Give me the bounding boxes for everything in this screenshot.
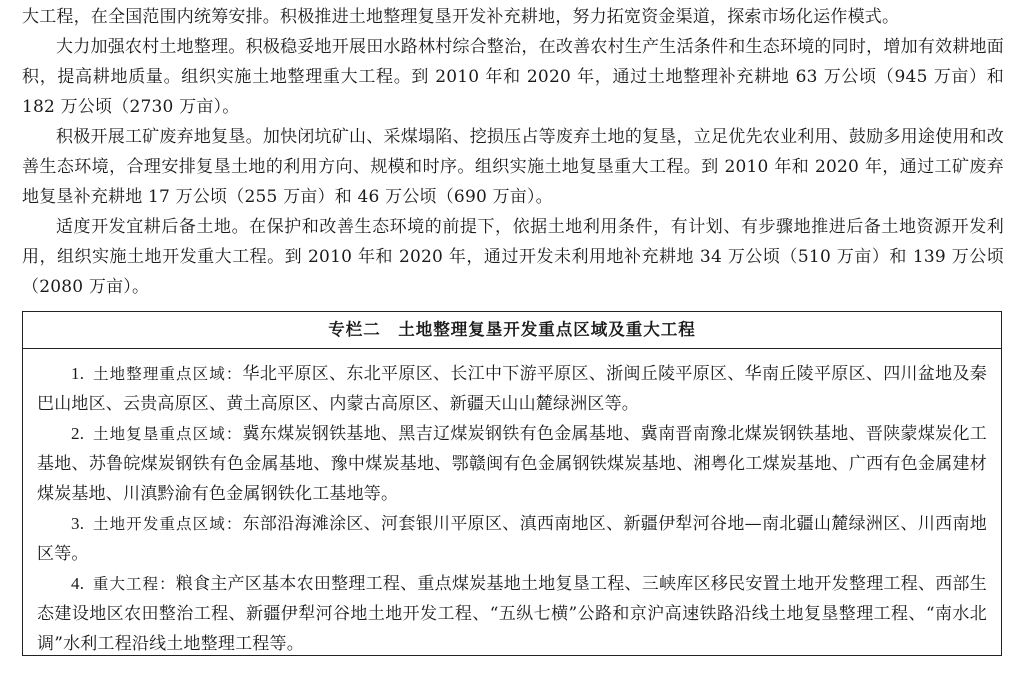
item-text: 东部沿海滩涂区、河套银川平原区、滇西南地区、新疆伊犁河谷地—南北疆山麓绿洲区、川西南地区等。 — [37, 514, 987, 564]
item-number: 1. — [71, 364, 85, 383]
box-item — [37, 509, 987, 569]
paragraph-land-consolidation: 大力加强农村土地整理。积极稳妥地开展田水路林村综合整治，在改善农村生产生活条件和生态环境的同时，增加有效耕地面积，提高耕地质量。组织实施土地整理重大工程。到 2010 年和 2020 年，通过土地整理补充耕地 63 万公顷（945 万亩）和 182 万公顷（2730 万亩）。 — [22, 37, 1004, 117]
item-number: 2. — [71, 424, 85, 443]
item-text: 粮食主产区基本农田整理工程、重点煤炭基地土地复垦工程、三峡库区移民安置土地开发整理工程、西部生态建设地区农田整治工程、新疆伊犁河谷地土地开发工程、“五纵七横”公路和京沪高速铁路沿线土地复垦整理工程、“南水北调”水利工程沿线土地整理工程等。 — [37, 574, 987, 654]
item-lead: 土地整理重点区域： — [92, 365, 243, 383]
item-lead: 土地复垦重点区域： — [92, 425, 243, 443]
sidebar-box — [22, 311, 1002, 656]
paragraph-mining-reclamation: 积极开展工矿废弃地复垦。加快闭坑矿山、采煤塌陷、挖损压占等废弃土地的复垦，立足优先农业利用、鼓励多用途使用和改善生态环境，合理安排复垦土地的利用方向、规模和时序。组织实施土地复垦重大工程。到 2010 年和 2020 年，通过工矿废弃地复垦补充耕地 17 万公顷（255 万亩）和 46 万公顷（690 万亩）。 — [22, 127, 1004, 207]
box-item — [37, 419, 987, 509]
item-text: 华北平原区、东北平原区、长江中下游平原区、浙闽丘陵平原区、华南丘陵平原区、四川盆地及秦巴山地区、云贵高原区、黄土高原区、内蒙古高原区、新疆天山山麓绿洲区等。 — [37, 364, 987, 414]
paragraph-continuation: 大工程，在全国范围内统筹安排。积极推进土地整理复垦开发补充耕地，努力拓宽资金渠道，探索市场化运作模式。 — [22, 7, 900, 27]
box-item — [37, 359, 987, 419]
item-text: 冀东煤炭钢铁基地、黑吉辽煤炭钢铁有色金属基地、冀南晋南豫北煤炭钢铁基地、晋陕蒙煤炭化工基地、苏鲁皖煤炭钢铁有色金属基地、豫中煤炭基地、鄂赣闽有色金属钢铁煤炭基地、湘粤化工煤炭基地、广西有色金属建材煤炭基地、川滇黔渝有色金属钢铁化工基地等。 — [37, 424, 987, 504]
paragraph-reserve-development: 适度开发宜耕后备土地。在保护和改善生态环境的前提下，依据土地利用条件，有计划、有步骤地推进后备土地资源开发利用，组织实施土地开发重大工程。到 2010 年和 2020 年，通过开发未利用地补充耕地 34 万公顷（510 万亩）和 139 万公顷（2080 万亩）。 — [22, 217, 1004, 297]
item-lead: 重大工程： — [92, 575, 176, 593]
box-item — [37, 569, 987, 659]
box-body — [23, 349, 1001, 659]
item-number: 4. — [71, 574, 85, 593]
document-body — [22, 0, 1004, 302]
box-title: 专栏二 土地整理复垦开发重点区域及重大工程 — [23, 312, 1001, 349]
item-lead: 土地开发重点区域： — [92, 515, 243, 533]
item-number: 3. — [71, 514, 85, 533]
